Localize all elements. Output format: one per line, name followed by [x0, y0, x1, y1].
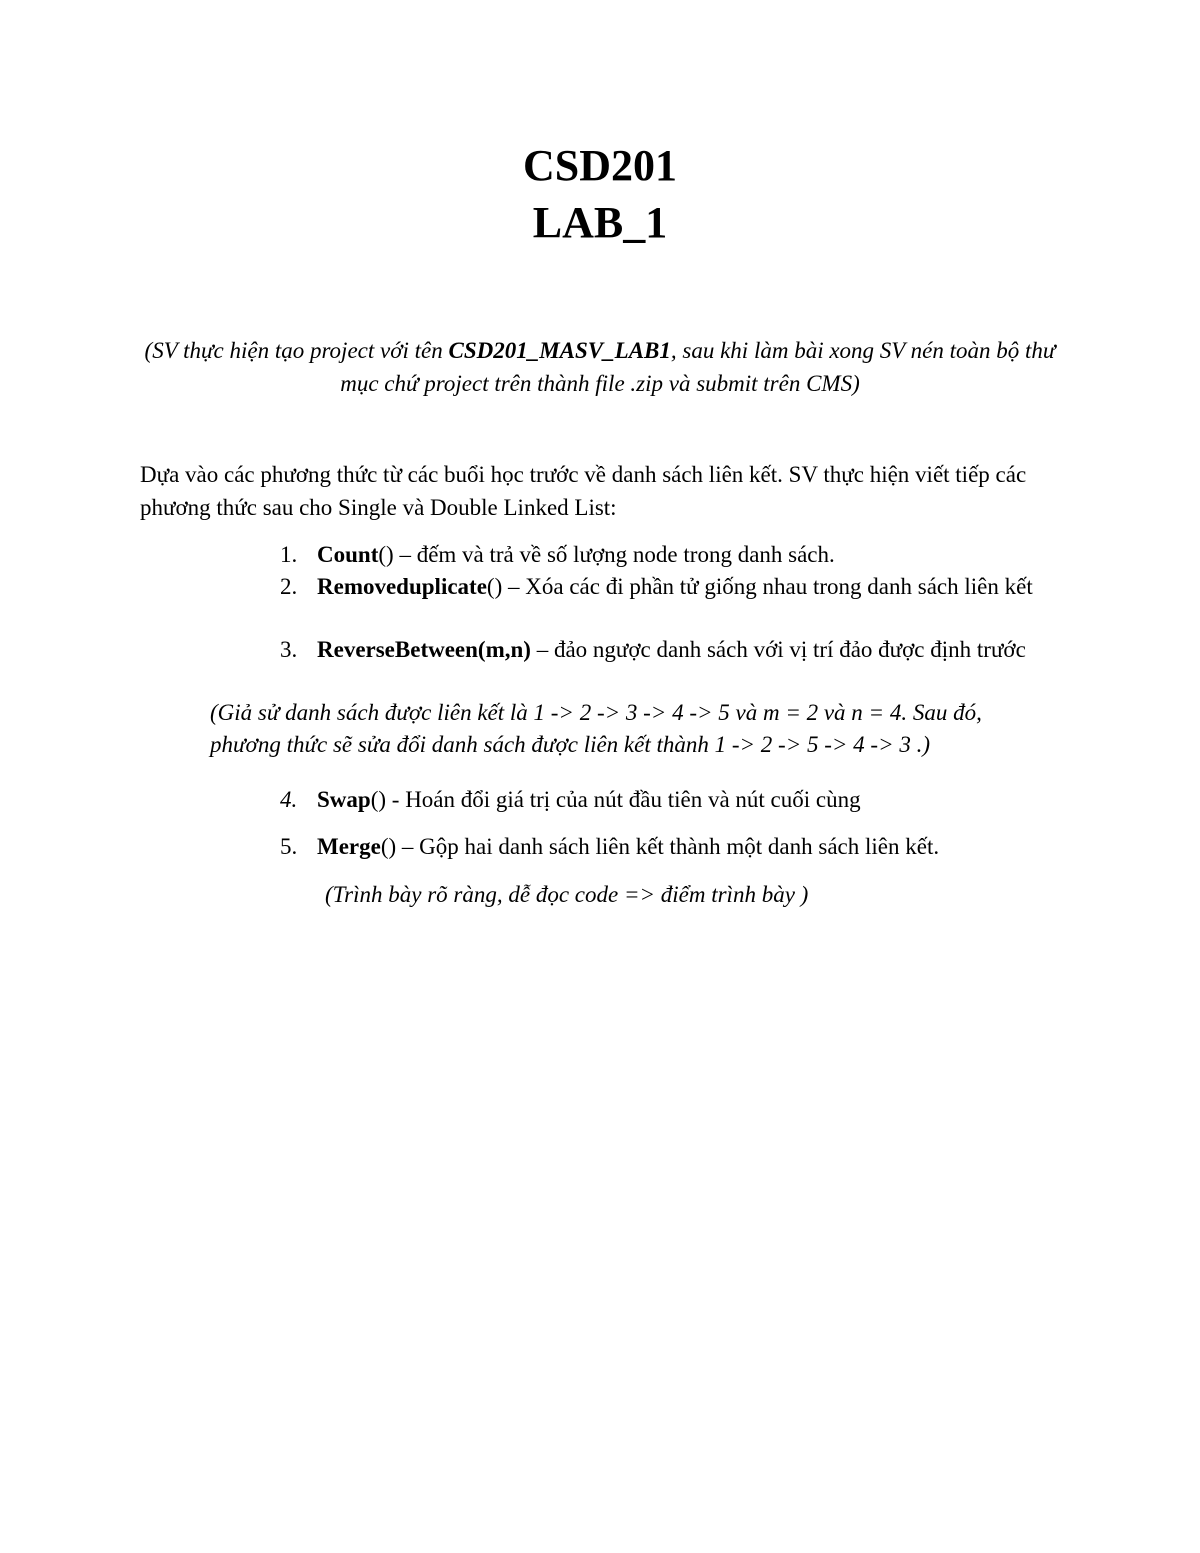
lab-title: LAB_1	[532, 198, 668, 247]
task-item-removeduplicate	[280, 570, 1050, 603]
task-number: 5.	[280, 834, 298, 859]
task-item-swap	[280, 783, 1050, 816]
instruction-suffix: , sau khi làm bài xong SV nén toàn bộ thư mục chứ project trên thành file .zip và submit trên CMS)	[340, 338, 1056, 396]
task-description: – Xóa các đi phần tử giống nhau trong danh sách liên kết	[502, 574, 1033, 599]
method-name: Swap	[317, 787, 371, 812]
task-item-reversebetween	[280, 633, 1050, 666]
task-description: – đảo ngược danh sách với vị trí đảo được định trước	[530, 637, 1026, 662]
task-number: 4.	[280, 787, 298, 812]
task-body	[317, 783, 1050, 816]
method-signature: ()	[380, 834, 397, 859]
method-name: Removeduplicate	[317, 574, 487, 599]
task-number: 3.	[280, 637, 298, 662]
task-body	[317, 538, 1050, 571]
task-body	[317, 570, 1050, 603]
method-name: Count	[317, 542, 379, 567]
task-item-merge	[280, 830, 1050, 863]
method-name: ReverseBetween(m,n)	[317, 637, 531, 662]
method-signature: ()	[370, 787, 387, 812]
task-description: – Gộp hai danh sách liên kết thành một danh sách liên kết.	[396, 834, 940, 859]
presentation-footnote: (Trình bày rõ ràng, dễ đọc code => điểm trình bày )	[325, 882, 809, 907]
submission-instruction	[140, 334, 1060, 400]
task-number: 2.	[280, 574, 298, 599]
reverse-example-note: (Giả sử danh sách được liên kết là 1 -> 2 -> 3 -> 4 -> 5 và m = 2 và n = 4. Sau đó, phương thức sẽ sửa đổi danh sách được liên kết thành 1 -> 2 -> 5 -> 4 -> 3 .)	[210, 700, 982, 757]
project-name: CSD201_MASV_LAB1	[448, 338, 671, 363]
task-item-count	[280, 538, 1050, 571]
task-body	[317, 633, 1050, 666]
method-signature: ()	[486, 574, 503, 599]
intro-paragraph: Dựa vào các phương thức từ các buổi học trước về danh sách liên kết. SV thực hiện viết tiếp các phương thức sau cho Single và Double Linked List:	[140, 462, 1027, 520]
instruction-prefix: (SV thực hiện tạo project với tên	[144, 338, 449, 363]
method-signature: ()	[378, 542, 394, 567]
task-description: – đếm và trả về số lượng node trong danh sách.	[393, 542, 835, 567]
task-number: 1.	[280, 542, 298, 567]
course-code-title: CSD201	[522, 141, 678, 190]
task-description: - Hoán đổi giá trị của nút đầu tiên và nút cuối cùng	[386, 787, 861, 812]
task-body	[317, 830, 1050, 863]
method-name: Merge	[317, 834, 381, 859]
